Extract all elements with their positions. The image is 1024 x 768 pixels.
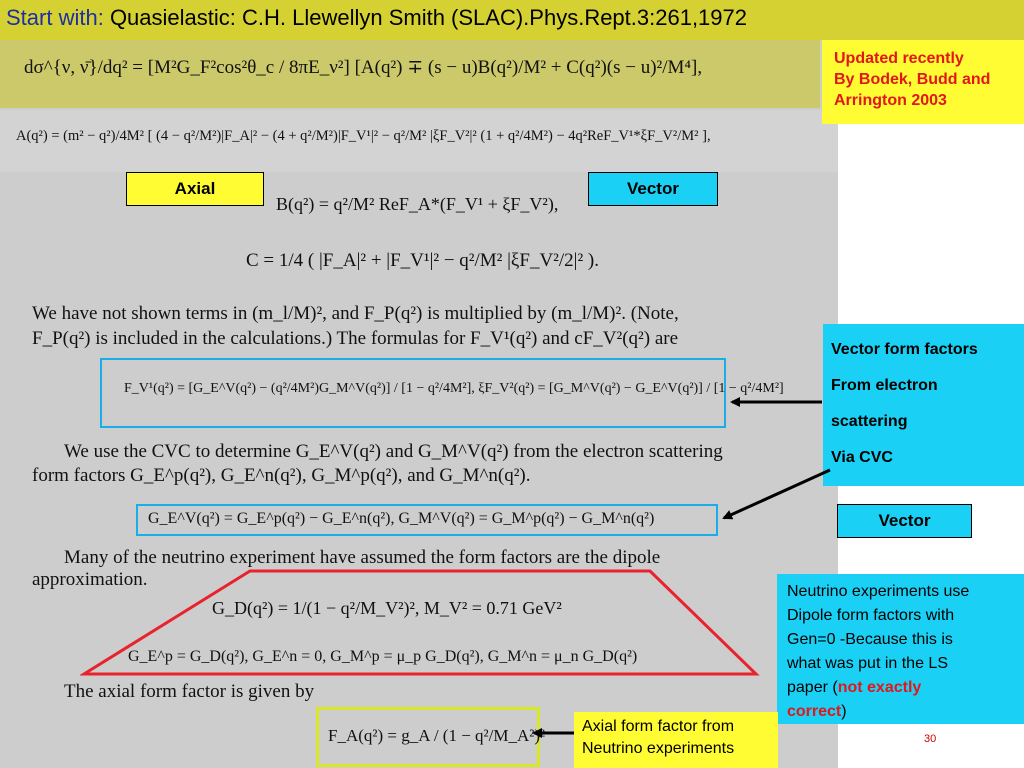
paragraph-2-line-1: We use the CVC to determine G_E^V(q²) and G_M^V(q²) from the electron scattering [64, 441, 723, 462]
updated-note-line-3: Arrington 2003 [834, 92, 947, 109]
axial-formula: F_A(q²) = g_A / (1 − q²/M_A²)² [328, 726, 546, 745]
arrow-to-ge-gm [724, 470, 830, 518]
dipole-note-paper: paper ( [787, 679, 838, 696]
paragraph-1-line-2: F_P(q²) is included in the calculations.) The formulas for F_V¹(q²) and cF_V²(q²) are [32, 328, 679, 349]
dipole-note-line-4: what was put in the LS [787, 655, 948, 672]
a-function-equation: A(q²) = (m² − q²)/4M² [ (4 − q²/M²)|F_A|² − (4 + q²/M²)|F_V¹|² − q²/M² |ξF_V²|² (1 + q²/4M²) − 4q²ReF_V¹*ξF_V²/M² ], [16, 128, 711, 144]
paragraph-1-line-1: We have not shown terms in (m_l/M)², and F_P(q²) is multiplied by (m_l/M)². (Note, [32, 303, 679, 324]
paragraph-3-line-2: approximation. [32, 569, 148, 590]
axial-label: Axial [126, 172, 264, 206]
fv-formula: F_V¹(q²) = [G_E^V(q²) − (q²/4M²)G_M^V(q²)] / [1 − q²/4M²], ξF_V²(q²) = [G_M^V(q²) − G_E^V(q²)] / [1 − q²/4M²] [124, 381, 784, 396]
updated-note-line-2: By Bodek, Budd and [834, 71, 991, 88]
dipole-note-correct: correct [787, 703, 842, 720]
dipole-note-line-2: Dipole form factors with [787, 607, 955, 624]
vector-label: Vector [588, 172, 718, 206]
dipole-note-not-exactly: not exactly [837, 679, 922, 696]
updated-note-line-1: Updated recently [834, 50, 964, 67]
dipole-note-close-paren: ) [841, 703, 847, 720]
title-prefix: Start with: [6, 5, 104, 30]
axial-ff-line-1: Axial form factor from [582, 718, 735, 735]
dipole-gd-formula: G_D(q²) = 1/(1 − q²/M_V²)², M_V² = 0.71 GeV² [212, 598, 562, 618]
cross-section-equation: dσ^{ν, ν̄}/dq² = [M²G_F²cos²θ_c / 8πE_ν²] [A(q²) ∓ (s − u)B(q²)/M² + C(q²)(s − u)²/M⁴], [24, 57, 703, 78]
vector-label-2: Vector [837, 504, 972, 538]
b-function-equation: B(q²) = q²/M² ReF_A*(F_V¹ + ξF_V²), [276, 194, 559, 214]
page-number: 30 [924, 733, 937, 745]
title-text: Quasielastic: C.H. Llewellyn Smith (SLAC).Phys.Rept.3:261,1972 [109, 5, 748, 30]
axial-ff-line-2: Neutrino experiments [582, 740, 735, 757]
paragraph-4: The axial form factor is given by [64, 681, 315, 702]
c-function-equation: C = 1/4 ( |F_A|² + |F_V¹|² − q²/M² |ξF_V²/2|² ). [246, 250, 599, 271]
paragraph-2-line-2: form factors G_E^p(q²), G_E^n(q²), G_M^p(q²), and G_M^n(q²). [32, 465, 531, 486]
ge-gm-formula: G_E^V(q²) = G_E^p(q²) − G_E^n(q²), G_M^V(q²) = G_M^p(q²) − G_M^n(q²) [148, 510, 655, 527]
vector-ff-line-2: From electron [831, 377, 938, 394]
vector-ff-line-1: Vector form factors [831, 341, 978, 358]
dipole-form-factors: G_E^p = G_D(q²), G_E^n = 0, G_M^p = μ_p G_D(q²), G_M^n = μ_n G_D(q²) [128, 648, 638, 665]
dipole-note-line-1: Neutrino experiments use [787, 583, 970, 600]
vector-ff-line-3: scattering [831, 413, 908, 430]
dipole-note-line-3: Gen=0 -Because this is [787, 631, 953, 648]
paragraph-3-line-1: Many of the neutrino experiment have assumed the form factors are the dipole [64, 547, 661, 568]
vector-ff-line-4: Via CVC [831, 449, 893, 466]
